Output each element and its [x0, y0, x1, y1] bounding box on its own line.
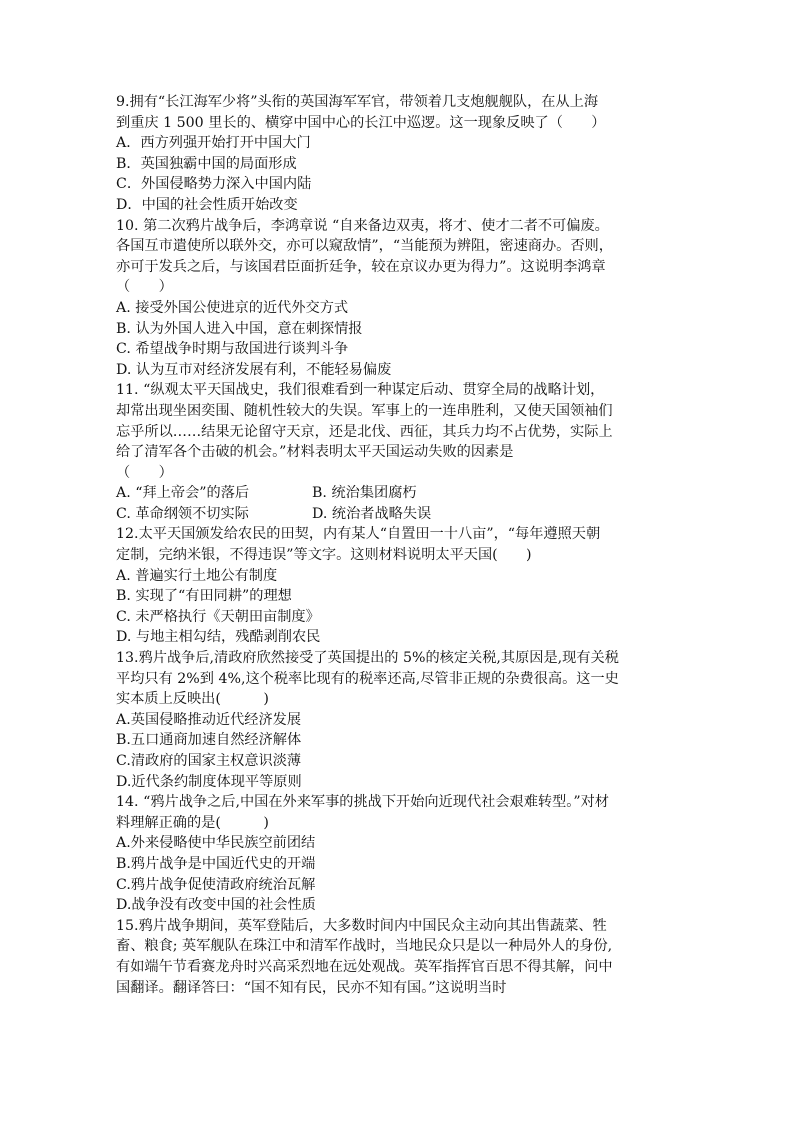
question-stem-line: 12.太平天国颁发给农民的田契，内有某人“自置田一十八亩”，“每年遵照天朝: [116, 526, 601, 543]
option-a: A. 普遍实行土地公有制度: [116, 567, 278, 584]
option-d: D. 认为互市对经济发展有利，不能轻易偏废: [116, 361, 392, 378]
option-a: A．西方列强开始打开中国大门: [116, 135, 311, 152]
option-b: B．英国独霸中国的局面形成: [116, 155, 297, 172]
question-stem-line: 15.鸦片战争期间，英军登陆后，大多数时间内中国民众主动向其出售蔬菜、牲: [116, 917, 607, 934]
option-b: B. 统治集团腐朽: [312, 485, 417, 502]
option-c: C.鸦片战争促使清政府统治瓦解: [116, 876, 316, 893]
option-c: C. 革命纲领不切实际: [116, 505, 249, 522]
option-b: B.鸦片战争是中国近代史的开端: [116, 855, 316, 872]
question-12: [116, 524, 676, 648]
question-stem-line: 料理解正确的是( ): [116, 814, 269, 831]
question-stem-line: 10. 第二次鸦片战争后，李鸿章说 “自来备边双夷，将才、使才二者不可偏废。: [116, 217, 609, 234]
option-d: D. 统治者战略失误: [312, 505, 432, 522]
question-stem-line: 给了清军各个击破的机会。”材料表明太平天国运动失败的因素是: [116, 444, 514, 461]
option-d: D．中国的社会性质开始改变: [116, 196, 298, 213]
option-b: B. 实现了“有田同耕”的理想: [116, 588, 292, 605]
question-13: [116, 648, 676, 792]
option-c: C．外国侵略势力深入中国内陆: [116, 176, 312, 193]
answer-blank: （ ）: [116, 279, 173, 296]
question-stem-line: 平均只有 2%到 4%,这个税率比现有的税率还高,尽管非正规的杂费很高。这一史: [116, 670, 619, 687]
question-stem-line: 各国互市遣使所以联外交，亦可以窥敌情”，“当能预为辨阻，密速商办。否则，: [116, 238, 613, 255]
option-row: [116, 483, 676, 504]
option-b: B.五口通商加速自然经济解体: [116, 732, 302, 749]
option-d: D. 与地主相勾结，残酷剥削农民: [116, 629, 321, 646]
question-stem-line: 9.拥有“长江海军少将”头衔的英国海军军官，带领着几支炮舰舰队，在从上海: [116, 94, 599, 110]
question-11: [116, 380, 676, 524]
option-a: A.外来侵略使中华民族空前团结: [116, 835, 316, 852]
question-stem-line: 实本质上反映出( ): [116, 691, 269, 708]
option-b: B. 认为外国人进入中国，意在刺探情报: [116, 320, 363, 337]
question-stem-line: 忘乎所以……结果无论留守天京，还是北伐、西征，其兵力均不占优势，实际上: [116, 423, 613, 440]
question-stem-line: 到重庆 1 500 里长的、横穿中国中心的长江中巡逻。这一现象反映了（ ）: [116, 114, 606, 131]
option-d: D.战争没有改变中国的社会性质: [116, 897, 316, 914]
question-stem-line: 13.鸦片战争后,清政府欣然接受了英国提出的 5%的核定关税,其原因是,现有关税: [116, 650, 619, 667]
option-a: A.英国侵略推动近代经济发展: [116, 711, 302, 728]
option-c: C. 希望战争时期与敌国进行谈判斗争: [116, 341, 349, 358]
question-stem-line: 亦可于发兵之后，与该国君臣面折廷争，较在京议办更为得力”。这说明李鸿章: [116, 258, 606, 275]
option-c: C.清政府的国家主权意识淡薄: [116, 753, 302, 769]
question-stem-line: 14. “鸦片战争之后,中国在外来军事的挑战下开始向近现代社会艰难转型。”对材: [116, 794, 609, 811]
question-stem-line: 有如端午节看赛龙舟时兴高采烈地在远处观战。英军指挥官百思不得其解，问中: [116, 958, 613, 975]
question-stem-line: 定制，完纳米银，不得违误”等文字。这则材料说明太平天国( ): [116, 547, 532, 564]
answer-blank: （ ）: [116, 464, 173, 481]
exam-page: [116, 92, 676, 998]
question-stem-line: 国翻译。翻译答曰：“国不知有民，民亦不知有国。”这说明当时: [116, 979, 507, 996]
option-a: A. 接受外国公使进京的近代外交方式: [116, 299, 349, 316]
option-a: A. “拜上帝会”的落后: [116, 485, 250, 502]
question-stem-line: 畜、粮食; 英军舰队在珠江中和清军作战时，当地民众只是以一种局外人的身份,: [116, 938, 613, 955]
question-9: [116, 92, 676, 216]
option-c: C. 未严格执行《天朝田亩制度》: [116, 608, 320, 625]
question-stem-line: 11. “纵观太平天国战史，我们很难看到一种谋定后动、贯穿全局的战略计划，: [116, 382, 605, 399]
question-10: [116, 216, 676, 381]
option-row: [116, 504, 676, 525]
question-14: [116, 792, 676, 916]
option-d: D.近代条约制度体现平等原则: [116, 773, 302, 790]
question-15: [116, 916, 676, 998]
question-stem-line: 却常出现坐困奕围、随机性较大的失误。军事上的一连串胜利，又使天国领袖们: [116, 402, 613, 419]
